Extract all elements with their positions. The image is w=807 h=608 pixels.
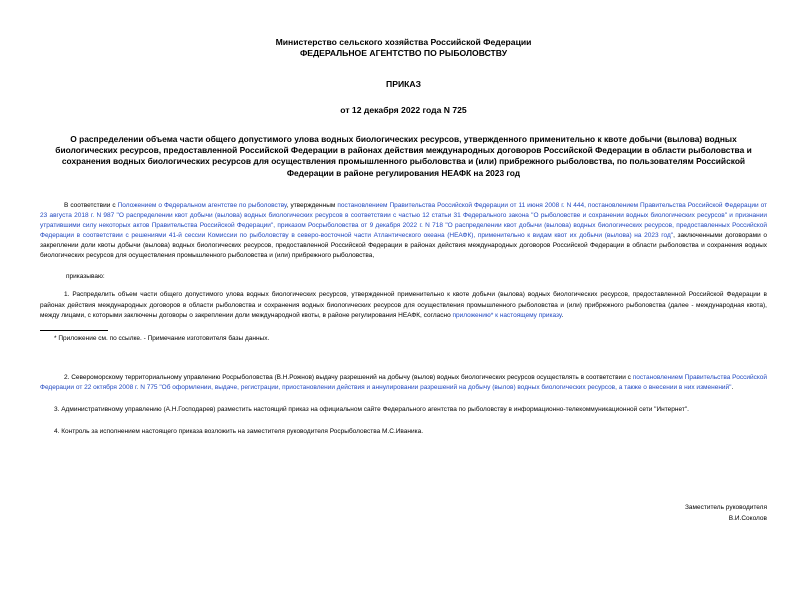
signature-block — [685, 502, 767, 524]
document-page — [0, 37, 807, 608]
document-title: О распределении объема части общего допустимого улова водных биологических ресурсов, утвержденного применительно к квоте добычи (вылова) водных биологических ресурсов, предоставленной Российской Федерации в районах действия международных договоров Российской Федерации в области рыболовства и сохранения водных биологических ресурсов для осуществления промышленного рыболовства и (или) прибрежного рыболовства, по пользователям Российской Федерации в районе регулирования НЕАФК на 2023 год — [55, 134, 752, 178]
preamble-text-1: В соответствии с — [64, 201, 118, 209]
footnote: * Приложение см. по ссылке. - Примечание изготовителя базы данных. — [54, 334, 270, 342]
footnote-divider — [40, 330, 108, 331]
government-decree-link[interactable]: постановлением Правительства Российской Федерации от 11 июня 2008 г. N 444, постановлением Правительства Российской Федерации от 23 августа 2018 г. N 987 "О распределении квот добычи (вылова) водных биологических ресурсов в соответствии с частью 12 статьи 31 Федерального закона "О рыболовстве и сохранении водных биологических ресурсов" и признании утратившими силу некоторых актов Правительства Российской Федерации", приказом Росрыболовства от 9 декабря 2022 г. N 718 "О распределении квот добычи (вылова) водных биологических ресурсов, предоставленных Российской Федерации в соответствии с решениями 41-й сессии Комиссии по рыболовству в северо-восточной части Атлантического океана (НЕАФК), применительно к видам квот их добычи (вылова) на 2023 год" — [40, 201, 768, 240]
item-4-paragraph: 4. Контроль за исполнением настоящего приказа возложить на заместителя руководителя Росрыболовства М.С.Иваника. — [54, 428, 424, 436]
preamble-text-2: , утвержденным — [286, 201, 338, 209]
item-1-paragraph — [40, 290, 767, 320]
item-2-text: 2. Североморскому территориальному управлению Росрыболовства (В.Н.Рожнов) выдачу разрешений на добычу (вылов) водных биологических ресурсов осуществлять в соответствии с — [64, 373, 633, 381]
item-2-paragraph — [40, 373, 767, 393]
item-1-text: 1. Распределить объем части общего допустимого улова водных биологических ресурсов, утвержденной применительно к квоте добычи (вылова) водных биологических ресурсов, предоставленной Российской Федерации в районах действия международных договоров в области рыболовства и сохранения водных биологических ресурсов для осуществления промышленного рыболовства и (или) прибрежного рыболовства (далее - международная квота), между лицами, с которыми заключены договоры о закреплении доли международной квоты, в районе регулирования НЕАФК, согласно — [40, 291, 767, 319]
item-3-paragraph: 3. Административному управлению (А.Н.Господарев) разместить настоящий приказ на официальном сайте Федерального агентства по рыболовству в информационно-телекоммуникационной сети "Интернет". — [54, 405, 689, 413]
signatory-name: В.И.Соколов — [728, 515, 767, 522]
appendix-link[interactable]: приложению* к настоящему приказу — [452, 311, 562, 319]
preamble-text-3: , заключенными договорами о закреплении доли квоты добычи (вылова) водных биологических ресурсов, предоставленной Российской Федерации в районах действия международных договоров Российской Федерации в области рыболовства и сохранения водных биологических ресурсов для осуществления промышленного рыболовства и (или) прибрежного рыболовства, — [40, 232, 767, 260]
ministry-name: Министерство сельского хозяйства Российской Федерации — [275, 37, 532, 47]
decree-775-link[interactable]: постановлением Правительства Российской Федерации от 22 октября 2008 г. N 775 "Об оформлении, выдаче, регистрации, приостановлении действия и аннулировании разрешений на добычу (вылов) водных биологических ресурсов, а также о внесении в них изменений" — [40, 373, 767, 391]
signatory-position: Заместитель руководителя — [685, 504, 767, 511]
preamble-paragraph — [40, 201, 767, 262]
regulation-link[interactable]: Положением о Федеральном агентстве по рыболовству — [117, 201, 287, 209]
agency-name: ФЕДЕРАЛЬНОЕ АГЕНТСТВО ПО РЫБОЛОВСТВУ — [299, 48, 508, 58]
prikazyvayu-label: приказываю: — [66, 273, 105, 281]
item-2-end: . — [731, 383, 734, 391]
document-type: ПРИКАЗ — [386, 79, 421, 89]
item-1-end: . — [561, 311, 564, 319]
document-date-number: от 12 декабря 2022 года N 725 — [340, 105, 467, 115]
